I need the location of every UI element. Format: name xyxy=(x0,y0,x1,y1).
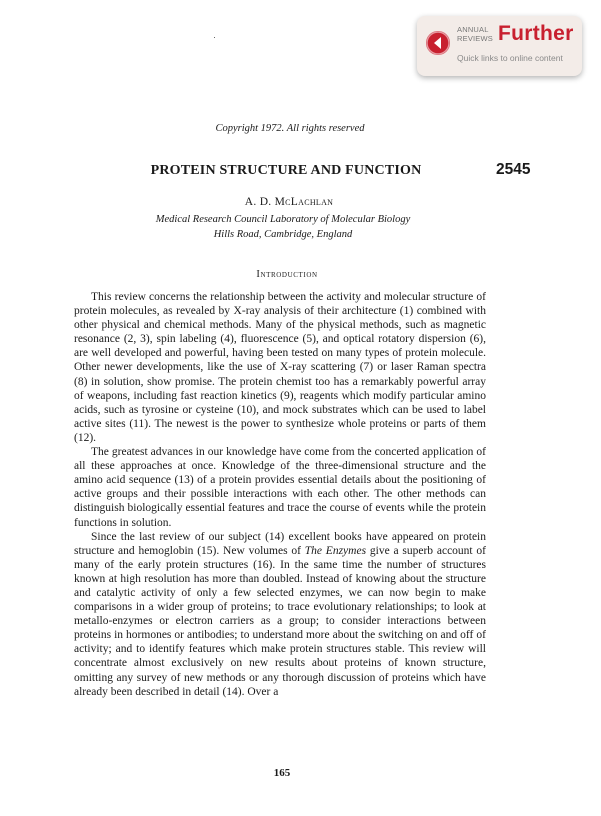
section-heading-introduction: Introduction xyxy=(256,269,318,280)
further-headline[interactable]: Further xyxy=(498,22,574,45)
article-body xyxy=(74,290,486,699)
paragraph-2: The greatest advances in our knowledge have come from the concerted application of all these approaches at once. Knowledge of the three-dimensional structure and the amino acid sequence (13) of a protein provides essential details about the positioning of active groups and their possible interactions with each other. The other methods can distinguish biologically essential features and trace the course of events while the protein functions in solution. xyxy=(74,446,486,529)
paragraph-3-text-b: give a superb account of many of the early protein structures (16). In the same time the number of structures known at high resolution has more than doubled. Instead of knowing about the structure and catalytic activity of only a few selected enzymes, we can now begin to make comparisons in a wider group of proteins; to trace evolutionary relationships; to look at metallo-enzymes or electron carriers as a group; to consider interactions between proteins in hormones or antibodies; to understand more about the switching on and off of activity; and to identify features which make protein structures stable. This review will concentrate almost exclusively on new results about proteins of known structure, omitting any survey of new methods or any thorough discussion of proteins which have already been described in detail (14). Over a xyxy=(74,544,487,698)
copyright-notice: Copyright 1972. All rights reserved xyxy=(215,123,365,134)
annual-reviews-arrow-icon xyxy=(426,31,450,55)
paragraph-3-text-a: Since the last review of our subject (14) excellent books have appeared on protein structure and hemoglobin (15). New volumes of xyxy=(74,530,486,557)
annual-reviews-further-widget[interactable] xyxy=(417,16,582,76)
further-subtitle[interactable]: Quick links to online content xyxy=(457,53,563,63)
brand-line-2: REVIEWS xyxy=(457,33,493,43)
paragraph-3 xyxy=(74,530,486,699)
affiliation-line-1: Medical Research Council Laboratory of Molecular Biology xyxy=(155,214,411,225)
annual-reviews-brand xyxy=(457,26,493,43)
paragraph-1: This review concerns the relationship between the activity and molecular structure of protein molecules, as revealed by X-ray analysis of their architecture (1) combined with other physical and chemical methods. Many of the physical methods, such as magnetic resonance (2, 3), spin labeling (4), fluorescence (5), and optical rotatory dispersion (6), are well developed and powerful, having been tested on many types of protein molecule. Other newer developments, like the use of X-ray scattering (7) or laser Raman spectra (8) in solution, show promise. The protein chemist too has a remarkably powerful array of weapons, including fast reaction kinetics (9), reagents which modify particular amino acids, such as tyrosine or cysteine (10), and mock substrates which can be used to label active sites (11). The newest is the power to synthesize whole proteins or parts of them (12). xyxy=(74,291,486,444)
journal-title-the-enzymes: The Enzymes xyxy=(304,544,367,557)
author-name: A. D. McLachlan xyxy=(244,196,334,208)
document-number: 2545 xyxy=(496,161,531,178)
affiliation-line-2: Hills Road, Cambridge, England xyxy=(213,229,353,240)
speck xyxy=(214,37,215,38)
page-number: 165 xyxy=(273,767,291,779)
article-title: PROTEIN STRUCTURE AND FUNCTION xyxy=(150,163,422,178)
brand-line-1: ANNUAL xyxy=(457,25,489,34)
